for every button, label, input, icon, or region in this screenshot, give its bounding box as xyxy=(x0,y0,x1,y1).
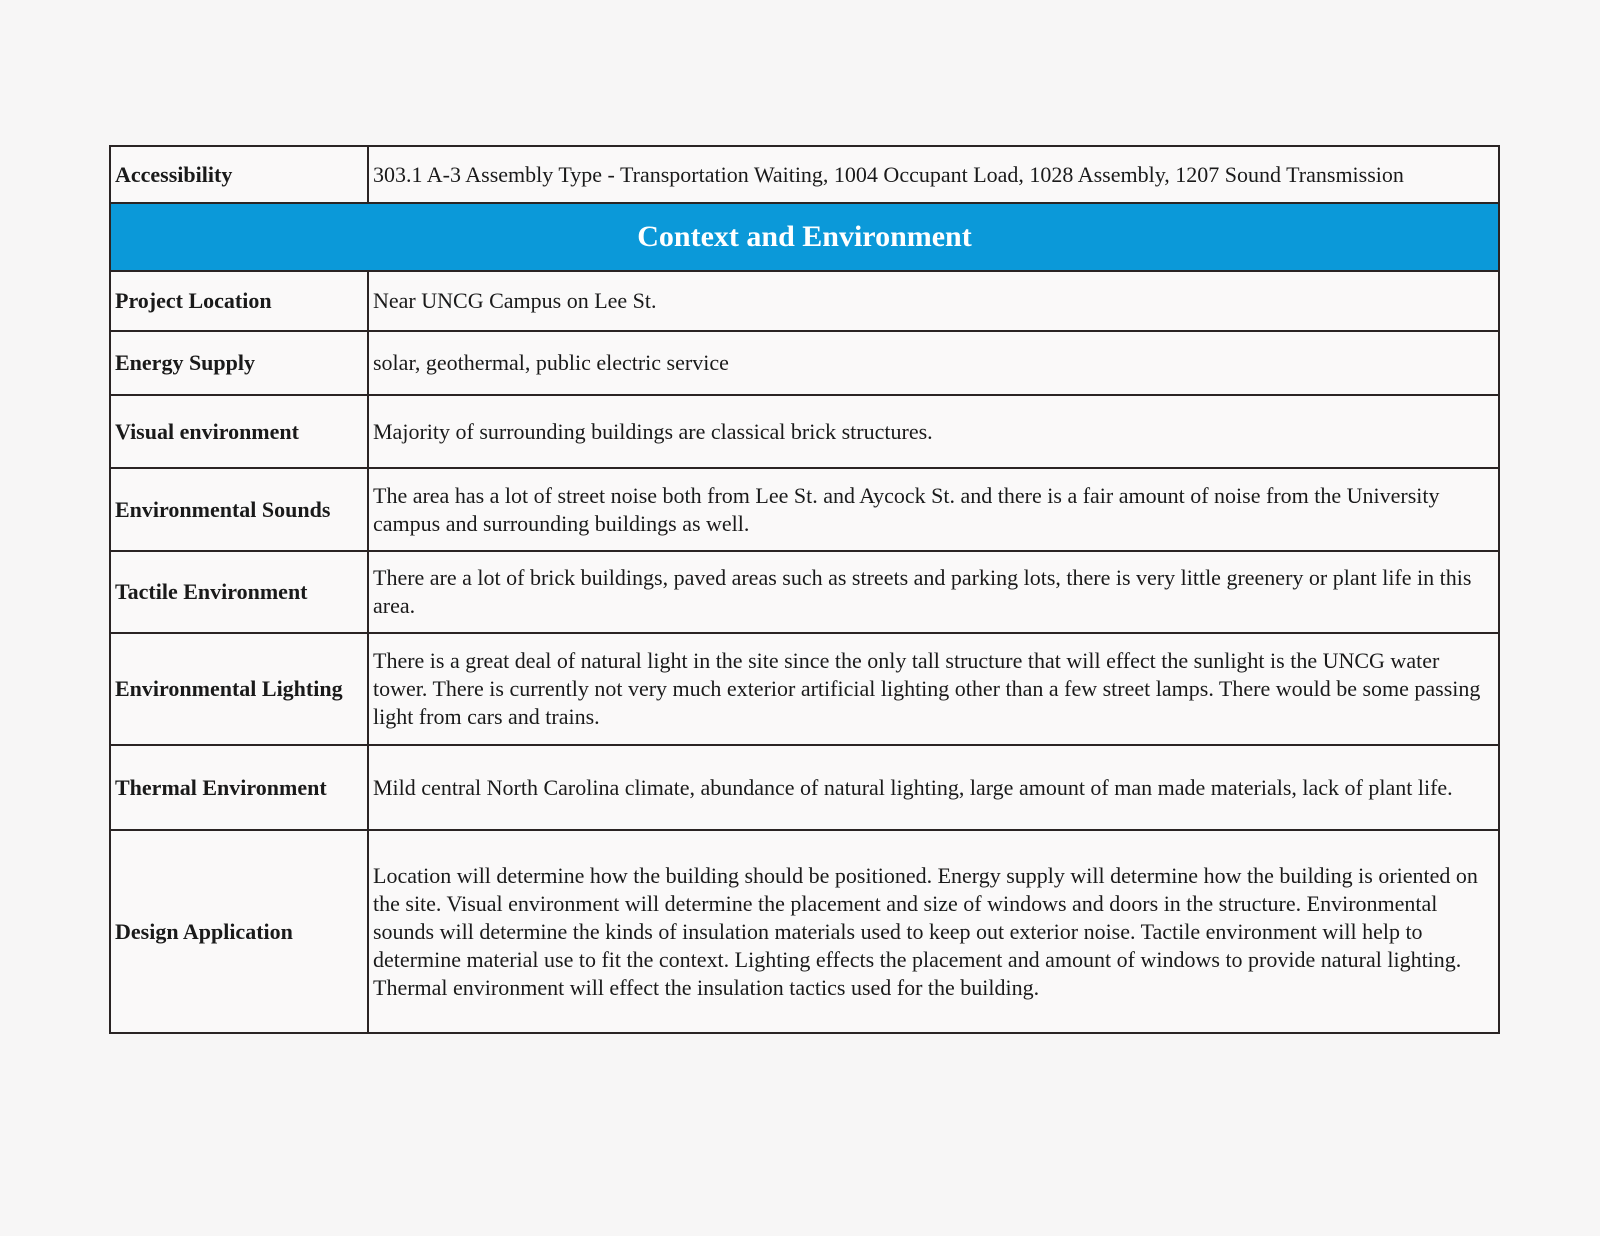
row-label: Energy Supply xyxy=(110,331,368,395)
row-label: Project Location xyxy=(110,271,368,331)
row-value: The area has a lot of street noise both from Lee St. and Aycock St. and there is a fair amount of noise from the University campus and surrounding buildings as well. xyxy=(368,468,1499,551)
table-row-environmental-sounds xyxy=(110,468,1499,551)
table-row-visual-environment xyxy=(110,395,1499,468)
context-environment-table xyxy=(109,145,1500,1034)
section-header: Context and Environment xyxy=(110,203,1499,271)
section-header-row xyxy=(110,203,1499,271)
row-value: There are a lot of brick buildings, paved areas such as streets and parking lots, there is very little greenery or plant life in this area. xyxy=(368,551,1499,633)
table-row-project-location xyxy=(110,271,1499,331)
row-value: Location will determine how the building should be positioned. Energy supply will determine how the building is oriented on the site. Visual environment will determine the placement and size of windows and doors in the structure. Environmental sounds will determine the kinds of insulation materials used to keep out exterior noise. Tactile environment will help to determine material use to fit the context. Lighting effects the placement and amount of windows to provide natural lighting. Thermal environment will effect the insulation tactics used for the building. xyxy=(368,830,1499,1033)
row-value: Near UNCG Campus on Lee St. xyxy=(368,271,1499,331)
table-row-environmental-lighting xyxy=(110,633,1499,745)
table-row-thermal-environment xyxy=(110,745,1499,830)
row-value: Mild central North Carolina climate, abundance of natural lighting, large amount of man made materials, lack of plant life. xyxy=(368,745,1499,830)
row-label: Environmental Lighting xyxy=(110,633,368,745)
row-value: 303.1 A-3 Assembly Type - Transportation Waiting, 1004 Occupant Load, 1028 Assembly, 1207 Sound Transmission xyxy=(368,146,1499,203)
row-value: solar, geothermal, public electric service xyxy=(368,331,1499,395)
row-label: Tactile Environment xyxy=(110,551,368,633)
row-label: Accessibility xyxy=(110,146,368,203)
row-label: Design Application xyxy=(110,830,368,1033)
row-value: Majority of surrounding buildings are classical brick structures. xyxy=(368,395,1499,468)
row-label: Thermal Environment xyxy=(110,745,368,830)
row-label: Environmental Sounds xyxy=(110,468,368,551)
row-value: There is a great deal of natural light in the site since the only tall structure that will effect the sunlight is the UNCG water tower. There is currently not very much exterior artificial lighting other than a few street lamps. There would be some passing light from cars and trains. xyxy=(368,633,1499,745)
table-row-accessibility xyxy=(110,146,1499,203)
table-row-design-application xyxy=(110,830,1499,1033)
table-row-energy-supply xyxy=(110,331,1499,395)
row-label: Visual environment xyxy=(110,395,368,468)
table-row-tactile-environment xyxy=(110,551,1499,633)
